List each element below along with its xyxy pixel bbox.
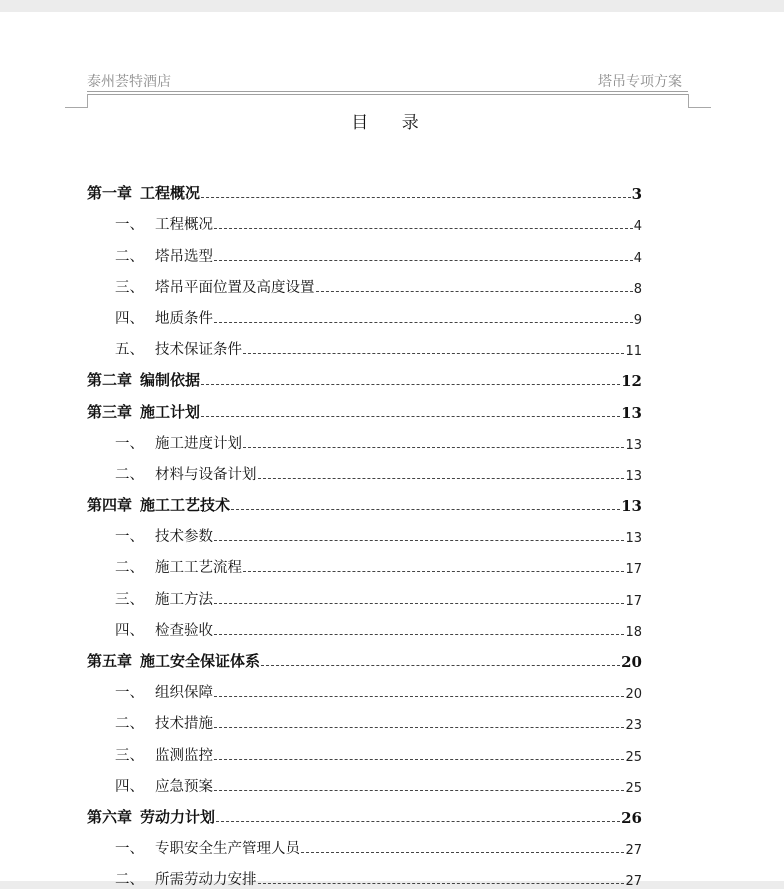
toc-dot-leader [214,260,633,261]
toc-entry-title: 应急预案 [155,778,213,795]
header-rule-double [87,94,688,95]
table-of-contents [87,172,642,889]
toc-chapter-entry[interactable] [87,796,642,827]
toc-section-entry[interactable] [87,577,642,608]
toc-entry-number: 一、 [115,529,144,546]
toc-entry-title: 检查验收 [155,622,213,639]
toc-page-number: 3 [631,185,642,204]
toc-page-number: 11 [625,344,642,360]
toc-entry-number: 三、 [115,591,144,608]
toc-entry-number: 二、 [115,716,144,733]
toc-page-number: 27 [625,843,642,859]
toc-section-entry[interactable] [87,765,642,796]
toc-section-entry[interactable] [87,733,642,764]
toc-entry-title: 施工计划 [140,402,201,421]
toc-page-number: 18 [625,624,642,640]
toc-entry-number: 四、 [115,310,144,327]
toc-entry-number: 第五章 [87,652,133,670]
toc-page-number: 8 [633,281,642,297]
toc-page-number: 23 [625,718,642,734]
toc-dot-leader [261,665,620,666]
toc-entry-number: 第一章 [87,184,133,203]
toc-entry-number: 四、 [115,622,144,639]
toc-dot-leader [243,571,624,572]
toc-entry-number: 一、 [115,841,144,858]
toc-section-entry[interactable] [87,609,642,640]
toc-page-number: 26 [621,808,642,827]
toc-page-number: 13 [625,531,642,547]
toc-entry-number: 第二章 [87,371,133,390]
toc-section-entry[interactable] [87,328,642,359]
toc-section-entry[interactable] [87,858,642,889]
toc-section-entry[interactable] [87,453,642,484]
toc-entry-number: 第六章 [87,807,133,826]
toc-page-number: 25 [625,780,642,796]
toc-chapter-entry[interactable] [87,359,642,390]
toc-entry-number: 二、 [115,466,144,483]
toc-entry-title: 地质条件 [155,310,213,327]
toc-page-number: 27 [625,874,642,889]
toc-dot-leader [231,509,620,510]
header-left-text: 泰州荟特酒店 [87,74,171,90]
toc-page-number: 13 [621,497,642,516]
toc-entry-title: 技术保证条件 [155,342,242,359]
toc-chapter-entry[interactable] [87,172,642,203]
toc-entry-title: 施工工艺流程 [155,560,242,577]
toc-entry-title: 组织保障 [155,685,213,702]
toc-section-entry[interactable] [87,671,642,702]
toc-dot-leader [214,790,624,791]
toc-dot-leader [214,634,624,635]
header-right-text: 塔吊专项方案 [598,74,682,90]
toc-title: 目 录 [351,113,433,133]
toc-page-number: 13 [621,403,642,422]
toc-entry-number: 一、 [115,685,144,702]
toc-dot-leader [301,852,624,853]
toc-dot-leader [214,540,624,541]
toc-entry-title: 材料与设备计划 [155,466,257,483]
toc-entry-title: 施工进度计划 [155,435,242,452]
toc-dot-leader [214,603,624,604]
toc-page-number: 4 [633,250,642,266]
toc-entry-number: 三、 [115,279,144,296]
toc-section-entry[interactable] [87,702,642,733]
toc-page-number: 20 [625,687,642,703]
toc-section-entry[interactable] [87,422,642,453]
toc-entry-title: 专职安全生产管理人员 [155,841,300,858]
toc-page-number: 17 [625,593,642,609]
toc-section-entry[interactable] [87,515,642,546]
toc-entry-title: 技术参数 [155,529,213,546]
toc-dot-leader [243,447,624,448]
toc-dot-leader [201,384,620,385]
toc-entry-number: 第三章 [87,402,133,421]
toc-page-number: 13 [625,468,642,484]
toc-entry-title: 所需劳动力安排 [155,872,257,889]
toc-entry-title: 塔吊平面位置及高度设置 [155,279,315,296]
toc-entry-title: 工程概况 [155,217,213,234]
toc-section-entry[interactable] [87,546,642,577]
toc-entry-title: 塔吊选型 [155,248,213,265]
toc-chapter-entry[interactable] [87,484,642,515]
toc-entry-number: 三、 [115,747,144,764]
toc-entry-number: 一、 [115,435,144,452]
toc-dot-leader [258,883,625,884]
document-page [0,12,784,889]
toc-entry-title: 工程概况 [140,184,201,203]
toc-entry-number: 二、 [115,872,144,889]
header-rule [87,91,688,92]
toc-page-number: 9 [633,312,642,328]
toc-dot-leader [214,322,633,323]
toc-entry-title: 施工工艺技术 [140,496,231,515]
toc-chapter-entry[interactable] [87,640,642,671]
toc-section-entry[interactable] [87,234,642,265]
toc-page-number: 17 [625,562,642,578]
toc-entry-title: 施工安全保证体系 [140,652,261,670]
toc-page-number: 4 [633,219,642,235]
toc-page-number: 20 [621,653,642,671]
toc-entry-title: 劳动力计划 [140,807,216,826]
toc-dot-leader [214,696,624,697]
toc-dot-leader [216,821,620,822]
toc-dot-leader [316,291,633,292]
toc-page-number: 25 [625,749,642,765]
toc-section-entry[interactable] [87,266,642,297]
corner-mark-top-left-vertical [87,94,88,108]
toc-chapter-entry[interactable] [87,390,642,421]
toc-entry-number: 第四章 [87,496,133,515]
toc-dot-leader [201,197,631,198]
toc-section-entry[interactable] [87,297,642,328]
toc-entry-title: 编制依据 [140,371,201,390]
toc-page-number: 12 [621,372,642,391]
toc-dot-leader [214,228,633,229]
toc-entry-number: 五、 [115,342,144,359]
toc-entry-number: 一、 [115,217,144,234]
toc-entry-title: 技术措施 [155,716,213,733]
toc-entry-number: 二、 [115,248,144,265]
toc-entry-title: 施工方法 [155,591,213,608]
corner-mark-top-right-vertical [688,94,689,108]
toc-dot-leader [258,478,625,479]
toc-section-entry[interactable] [87,827,642,858]
toc-dot-leader [214,759,624,760]
toc-dot-leader [214,727,624,728]
toc-section-entry[interactable] [87,203,642,234]
toc-page-number: 13 [625,437,642,453]
toc-dot-leader [201,416,620,417]
toc-entry-title: 监测监控 [155,747,213,764]
toc-entry-number: 四、 [115,778,144,795]
toc-dot-leader [243,353,624,354]
toc-entry-number: 二、 [115,560,144,577]
